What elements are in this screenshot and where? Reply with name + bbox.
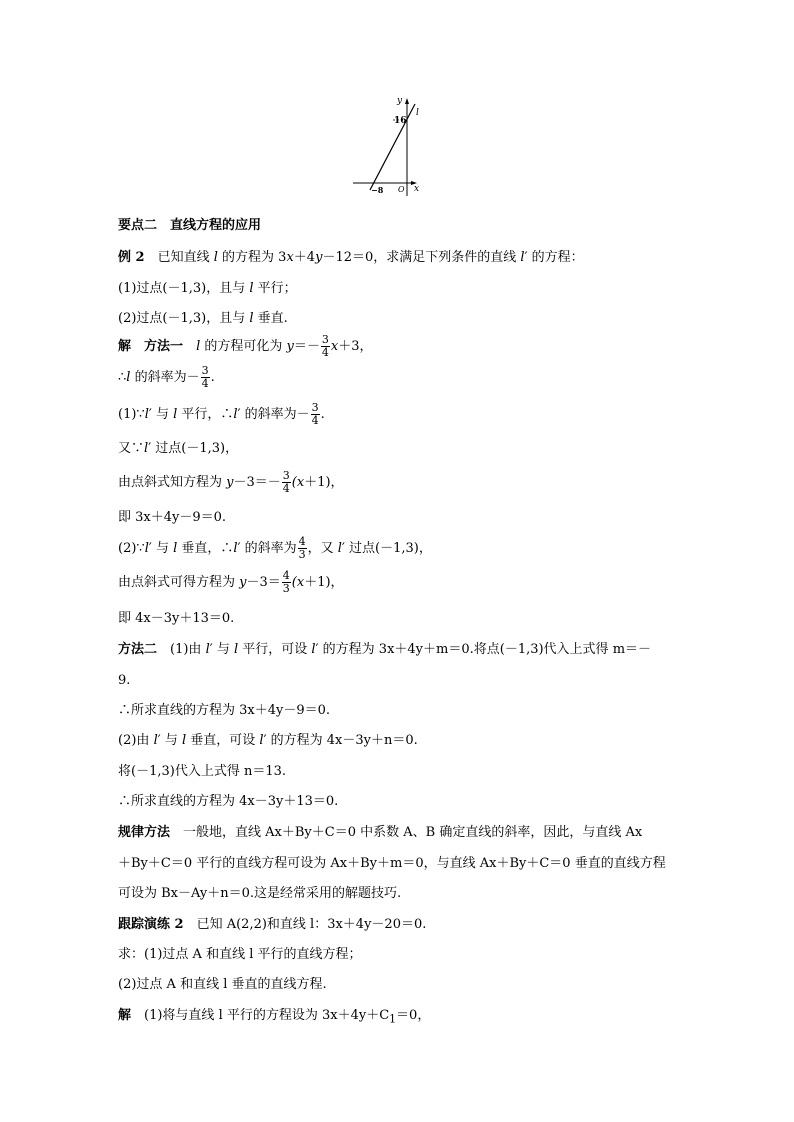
result-1: 即 3x＋4y－9＝0. xyxy=(118,510,227,525)
part-2-line: (2)∵l′ 与 l 垂直，∴l′ 的斜率为 $\frac{4}{3}$ ，又 l′ 过点(－1,3)， xyxy=(118,535,432,561)
method-2-result-2: ∴所求直线的方程为 4x－3y＋13＝0. xyxy=(118,794,339,809)
rule-line-3: 可设为 Bx－Ay＋n＝0.这是经常采用的解题技巧. xyxy=(118,886,402,901)
slope-line: ∴l 的斜率为－ $\frac{3}{4}$ . xyxy=(118,364,215,390)
result-2: 即 4x－3y＋13＝0. xyxy=(118,611,235,626)
fraction-4-3: $\frac{4}{3}$ xyxy=(298,535,306,561)
y-axis-label: y xyxy=(397,96,403,106)
passes-point-line: 又∵l′ 过点(－1,3)， xyxy=(118,441,239,456)
line-graph-figure xyxy=(345,92,425,200)
line-l xyxy=(370,104,415,190)
example-stem: 例 2 已知直线 l 的方程为 3x＋4y－12＝0，求满足下列条件的直线 l′ 的方程： xyxy=(118,250,584,265)
method-2-cont: 9. xyxy=(118,673,131,688)
method-2-substitute: 将(－1,3)代入上式得 n＝13. xyxy=(118,764,286,779)
practice-stem: 跟踪演练 2 已知 A(2,2)和直线 l：3x＋4y－20＝0. xyxy=(118,917,427,932)
method-2-line: 方法二 (1)由 l′ 与 l 平行，可设 l′ 的方程为 3x＋4y＋m＝0.将点(－1,3)代入上式得 m＝－ xyxy=(118,642,652,657)
example-label: 例 2 xyxy=(118,250,145,265)
method-2-part-2: (2)由 l′ 与 l 垂直，可设 l′ 的方程为 4x－3y＋n＝0. xyxy=(118,733,418,748)
point-slope-1: 由点斜式知方程为 y－3＝－ $\frac{3}{4}$ (x＋1)， xyxy=(118,469,344,495)
practice-q2: (2)过点 A 和直线 l 垂直的直线方程. xyxy=(118,977,327,992)
point-slope-2: 由点斜式可得方程为 y－3＝ $\frac{4}{3}$ (x＋1)， xyxy=(118,569,344,595)
question-2: (2)过点(－1,3)，且与 l 垂直. xyxy=(118,311,288,326)
practice-solution: 解 (1)将与直线 l 平行的方程设为 $3x+4y+C_1=0$， xyxy=(118,1008,431,1026)
question-1: (1)过点(－1,3)，且与 l 平行； xyxy=(118,281,297,296)
line-l-label: l xyxy=(416,108,419,118)
x-intercept-label: −8 xyxy=(371,185,384,195)
y-intercept-label: 16 xyxy=(394,116,407,126)
origin-label: O xyxy=(398,185,405,194)
rule-line-1: 规律方法 一般地，直线 Ax＋By＋C＝0 中系数 A、B 确定直线的斜率，因此，与直线 Ax xyxy=(118,825,643,840)
y-axis-arrow xyxy=(405,98,409,104)
fraction-3-4: $\frac{3}{4}$ xyxy=(321,333,329,359)
rule-line-2: ＋By＋C＝0 平行的直线方程可设为 Ax＋By＋m＝0，与直线 Ax＋By＋C＝0 垂直的直线方程 xyxy=(118,856,666,871)
x-axis-label: x xyxy=(414,184,420,194)
method-1-line: 解 方法一 l 的方程可化为 y＝－ $\frac{3}{4}$ x＋3， xyxy=(118,333,373,359)
practice-q1: 求：(1)过点 A 和直线 l 平行的直线方程； xyxy=(118,947,362,962)
part-1-line: (1)∵l′ 与 l 平行，∴l′ 的斜率为－ $\frac{3}{4}$ . xyxy=(118,401,325,427)
section-title: 要点二 直线方程的应用 xyxy=(118,218,262,233)
method-2-result-1: ∴所求直线的方程为 3x＋4y－9＝0. xyxy=(118,703,331,718)
